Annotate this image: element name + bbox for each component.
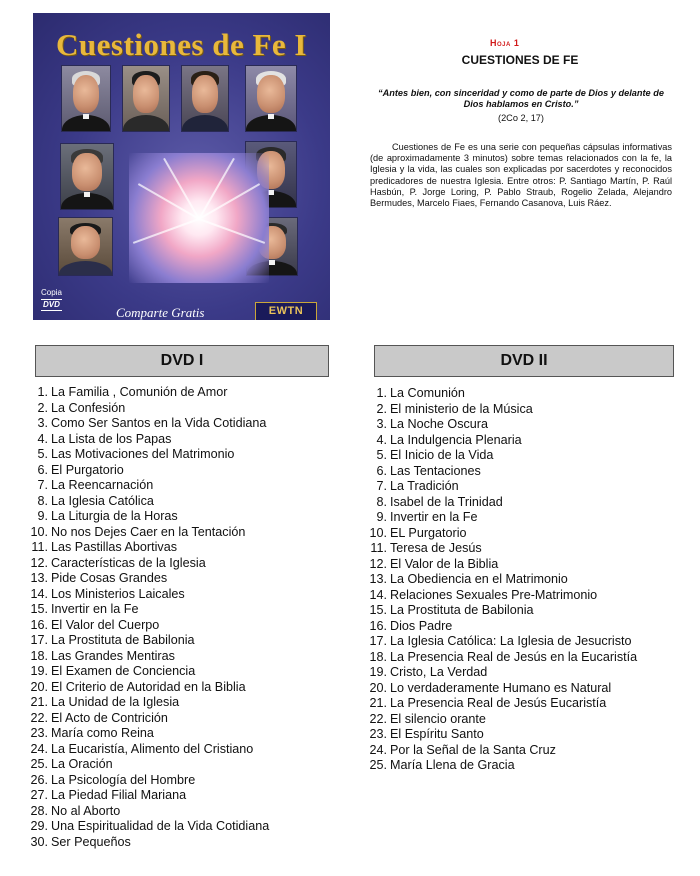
episode-item [29, 711, 269, 727]
episode-item [368, 619, 637, 635]
episode-number: 20. [369, 680, 387, 695]
sheet-label: Hoja 1 [490, 38, 520, 48]
episode-item [368, 433, 637, 449]
episode-item [368, 479, 637, 495]
episode-item [29, 432, 269, 448]
episode-item [29, 773, 269, 789]
info-title: CUESTIONES DE FE [461, 53, 579, 67]
episode-number: 14. [369, 587, 387, 602]
episode-title: La Noche Oscura [390, 417, 489, 431]
episode-item [368, 402, 637, 418]
episode-number: 12. [30, 555, 48, 570]
episode-title: Relaciones Sexuales Pre-Matrimonio [390, 587, 598, 602]
episode-item [29, 556, 269, 572]
episode-title: La Obediencia en el Matrimonio [390, 572, 568, 586]
episode-item [29, 525, 269, 541]
episode-title: La Lista de los Papas [51, 431, 172, 446]
episode-item [368, 588, 637, 604]
episode-title: Las Tentaciones [390, 463, 481, 478]
bible-quote: “Antes bien, con sinceridad y como de parte de Dios y delante de Dios hablamos en Cristo.” [378, 88, 664, 109]
episode-item [29, 571, 269, 587]
episode-item [29, 401, 269, 417]
episode-title: La Reencarnación [51, 478, 154, 492]
episode-number: 21. [369, 696, 387, 710]
episode-number: 5. [376, 448, 387, 462]
episode-item [29, 602, 269, 618]
cover-title: Cuestiones de Fe I [56, 27, 307, 62]
episode-item [368, 386, 637, 402]
episode-item [29, 649, 269, 665]
episode-number: 28. [30, 803, 48, 818]
episode-number: 16. [30, 617, 48, 632]
copia-dvd-mark [41, 288, 62, 311]
episode-item [29, 463, 269, 479]
episode-title: El silencio orante [390, 711, 486, 726]
episode-item [368, 634, 637, 650]
episode-item [29, 726, 269, 742]
episode-number: 21. [30, 695, 48, 709]
episode-number: 19. [30, 664, 48, 678]
episode-number: 1. [37, 385, 48, 399]
episode-title: La Presencia Real de Jesús Eucaristía [390, 696, 607, 710]
episode-title: La Presencia Real de Jesús en la Eucaristía [390, 649, 638, 664]
episode-title: La Iglesia Católica [51, 493, 154, 508]
episode-number: 24. [30, 741, 48, 756]
episode-item [29, 695, 269, 711]
episode-title: Pide Cosas Grandes [51, 571, 168, 585]
episode-item [29, 633, 269, 649]
episode-item [368, 681, 637, 697]
dvd2-header [374, 345, 674, 377]
episode-number: 6. [37, 462, 48, 477]
episode-item [29, 478, 269, 494]
episode-item [368, 510, 637, 526]
episode-number: 4. [376, 432, 387, 447]
episode-title: La Prostituta de Babilonia [390, 603, 534, 617]
episode-title: El Examen de Conciencia [51, 664, 196, 678]
episode-title: El Inicio de la Vida [390, 448, 494, 462]
episode-item [29, 788, 269, 804]
episode-item [29, 757, 269, 773]
episode-title: No nos Dejes Caer en la Tentación [51, 524, 246, 539]
episode-number: 17. [30, 633, 48, 647]
episode-number: 3. [376, 417, 387, 431]
episode-item [29, 509, 269, 525]
episode-number: 1. [376, 386, 387, 400]
episode-title: La Eucaristía, Alimento del Cristiano [51, 741, 254, 756]
episode-title: Las Pastillas Abortivas [51, 540, 177, 554]
episode-number: 17. [369, 634, 387, 648]
episode-number: 22. [369, 711, 387, 726]
episode-number: 18. [30, 648, 48, 663]
episode-item [29, 618, 269, 634]
episode-number: 10. [30, 524, 48, 539]
episode-item [368, 650, 637, 666]
episode-title: No al Aborto [51, 803, 121, 818]
episode-title: El Valor de la Biblia [390, 556, 499, 571]
episode-title: La Confesión [51, 400, 126, 415]
episode-item [29, 804, 269, 820]
episode-number: 29. [30, 819, 48, 833]
ewtn-logo: EWTN [255, 302, 317, 320]
episode-title: Invertir en la Fe [51, 602, 139, 616]
episode-item [368, 665, 637, 681]
episode-item [29, 587, 269, 603]
episode-number: 25. [369, 758, 387, 772]
episode-number: 11. [370, 541, 387, 555]
episode-title: Como Ser Santos en la Vida Cotidiana [51, 416, 267, 430]
episode-title: Las Grandes Mentiras [51, 648, 175, 663]
episode-title: La Indulgencia Plenaria [390, 432, 522, 447]
episode-number: 2. [37, 400, 48, 415]
episode-title: Isabel de la Trinidad [390, 494, 503, 509]
copia-label: Copia [41, 288, 62, 297]
episode-title: La Iglesia Católica: La Iglesia de Jesucristo [390, 634, 632, 648]
episode-item [29, 540, 269, 556]
episode-item [29, 680, 269, 696]
episode-number: 3. [37, 416, 48, 430]
episode-number: 20. [30, 679, 48, 694]
dvd-cover-image [33, 13, 330, 320]
episode-item [368, 495, 637, 511]
episode-number: 8. [37, 493, 48, 508]
episode-title: La Prostituta de Babilonia [51, 633, 195, 647]
dvd2-title: DVD II [500, 352, 548, 369]
episode-title: El Acto de Contrición [51, 710, 168, 725]
episode-number: 7. [37, 478, 48, 492]
episode-item [29, 416, 269, 432]
episode-title: María Llena de Gracia [390, 758, 515, 772]
episode-item [368, 417, 637, 433]
portrait-photo [58, 217, 113, 276]
dvd1-title: DVD I [160, 352, 204, 369]
episode-number: 24. [369, 742, 387, 757]
episode-number: 22. [30, 710, 48, 725]
episode-item [368, 572, 637, 588]
episode-title: La Liturgia de la Horas [51, 509, 178, 523]
episode-number: 16. [369, 618, 387, 633]
dvd1-header [35, 345, 329, 377]
episode-item [368, 696, 637, 712]
portrait-photo [122, 65, 170, 132]
dvd-logo: DVD [43, 300, 60, 309]
episode-number: 26. [30, 772, 48, 787]
episode-item [368, 758, 637, 774]
episode-title: Las Motivaciones del Matrimonio [51, 447, 235, 461]
episode-number: 15. [369, 603, 387, 617]
episode-number: 23. [30, 726, 48, 740]
episode-title: Una Espiritualidad de la Vida Cotidiana [51, 819, 270, 833]
episode-title: La Piedad Filial Mariana [51, 788, 187, 802]
episode-title: El ministerio de la Música [390, 401, 533, 416]
episode-title: La Tradición [390, 479, 459, 493]
episode-number: 10. [369, 525, 387, 540]
episode-title: Características de la Iglesia [51, 555, 206, 570]
episode-title: EL Purgatorio [390, 525, 467, 540]
episode-number: 13. [369, 572, 387, 586]
episode-item [368, 743, 637, 759]
portrait-photo [181, 65, 229, 132]
episode-title: El Espíritu Santo [390, 727, 484, 741]
episode-item [368, 448, 637, 464]
episode-number: 13. [30, 571, 48, 585]
episode-title: La Oración [51, 757, 113, 771]
episode-title: El Criterio de Autoridad en la Biblia [51, 679, 246, 694]
episode-number: 12. [369, 556, 387, 571]
episode-title: La Psicología del Hombre [51, 772, 196, 787]
episode-item [29, 742, 269, 758]
portrait-photo [245, 65, 297, 132]
episode-item [368, 526, 637, 542]
episode-item [29, 385, 269, 401]
episode-number: 18. [369, 649, 387, 664]
episode-number: 4. [37, 431, 48, 446]
episode-title: Ser Pequeños [51, 834, 131, 849]
episode-title: Por la Señal de la Santa Cruz [390, 742, 556, 757]
episode-number: 9. [37, 509, 48, 523]
episode-title: Invertir en la Fe [390, 510, 478, 524]
episode-title: Teresa de Jesús [390, 541, 482, 555]
episode-number: 14. [30, 586, 48, 601]
episode-item [29, 494, 269, 510]
episode-item [29, 819, 269, 835]
episode-item [368, 712, 637, 728]
episode-title: El Purgatorio [51, 462, 124, 477]
episode-number: 7. [376, 479, 387, 493]
comparte-gratis-label: Comparte Gratis [116, 305, 205, 320]
episode-number: 11. [31, 540, 48, 554]
episode-number: 27. [30, 788, 48, 802]
episode-number: 19. [369, 665, 387, 679]
episode-title: María como Reina [51, 726, 154, 740]
episode-number: 8. [376, 494, 387, 509]
episode-number: 30. [30, 834, 48, 849]
episode-number: 6. [376, 463, 387, 478]
episode-number: 2. [376, 401, 387, 416]
dvd1-episode-list [29, 385, 269, 850]
episode-number: 9. [376, 510, 387, 524]
episode-item [368, 727, 637, 743]
episode-number: 25. [30, 757, 48, 771]
episode-item [29, 447, 269, 463]
episode-number: 5. [37, 447, 48, 461]
episode-title: Cristo, La Verdad [390, 665, 488, 679]
episode-item [29, 835, 269, 851]
episode-item [368, 464, 637, 480]
episode-title: El Valor del Cuerpo [51, 617, 160, 632]
portrait-photo [60, 143, 114, 210]
episode-title: Lo verdaderamente Humano es Natural [390, 680, 612, 695]
bible-light-art [129, 153, 269, 283]
episode-number: 15. [30, 602, 48, 616]
episode-title: Dios Padre [390, 618, 453, 633]
episode-number: 23. [369, 727, 387, 741]
episode-item [29, 664, 269, 680]
episode-item [368, 541, 637, 557]
episode-title: La Familia , Comunión de Amor [51, 385, 228, 399]
dvd2-episode-list [368, 386, 637, 774]
episode-item [368, 557, 637, 573]
portrait-photo [61, 65, 111, 132]
episode-item [368, 603, 637, 619]
series-description: Cuestiones de Fe es una serie con pequeñas cápsulas informativas (de aproximadamente 3 minutos) sobre temas relacionados con la fe, la Iglesia y la vida, las cuales son explicadas por sacerdotes y reconocidos predicadores de nuestra Iglesia. Entre otros: P. Santiago Martín, P. Raúl Hasbún, P. Jorge Loring, P. Pablo Straub, Rogelio Zelada, Alejandro Bermudes, Marcelo Fiaes, Fernando Casanova, Luis Ráez. [370, 142, 672, 209]
episode-title: Los Ministerios Laicales [51, 586, 185, 601]
quote-reference: (2Co 2, 17) [498, 113, 544, 123]
episode-title: La Unidad de la Iglesia [51, 695, 180, 709]
episode-title: La Comunión [390, 386, 465, 400]
